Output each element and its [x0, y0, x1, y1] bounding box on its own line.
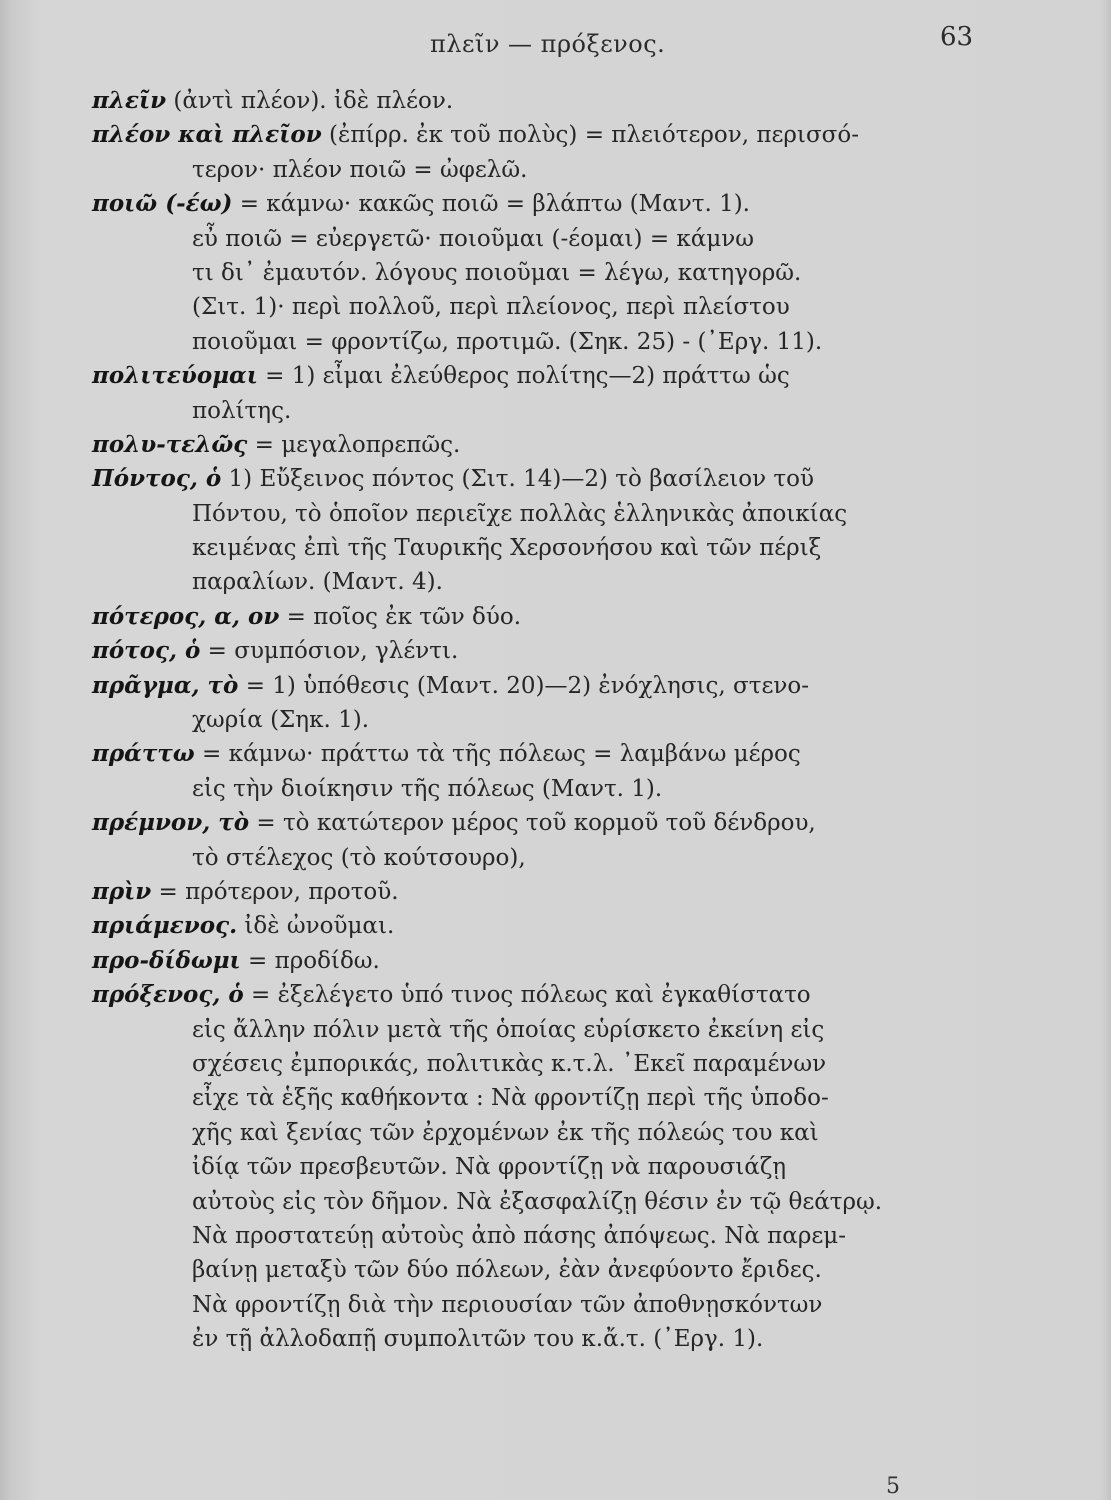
entry-definition-text: χωρία (Σηκ. 1). — [192, 707, 370, 734]
entry-continuation-line — [92, 394, 972, 428]
entry-definition-text: κειμένας ἐπὶ τῆς Ταυρικῆς Χερσονήσου καὶ τῶν πέριξ — [192, 535, 822, 562]
entry-definition-text: (ἐπίρρ. ἐκ τοῦ πολὺς) = πλειότερον, περισσό- — [321, 122, 859, 149]
entry-definition-text: = μεγαλοπρεπῶς. — [247, 431, 461, 458]
entry-definition-text: = ποῖος ἐκ τῶν δύο. — [279, 603, 522, 630]
entry-definition-text: βαίνῃ μεταξὺ τῶν δύο πόλεων, ἐὰν ἀνεφύοντο ἔριδες. — [192, 1257, 822, 1284]
entry-definition-text: χῆς καὶ ξενίας τῶν ἐρχομένων ἐκ τῆς πόλεώς του καὶ — [192, 1119, 819, 1146]
entry-definition-text: πολίτης. — [192, 397, 292, 424]
entry-continuation-line — [92, 1219, 972, 1253]
entry-lemma: πρᾶγμα, τὸ — [92, 671, 239, 699]
entry-definition-text: εὖ ποιῶ = εὐεργετῶ· ποιοῦμαι (-έομαι) = κάμνω — [192, 225, 755, 252]
entry-definition-text: = προδίδω. — [240, 947, 380, 974]
entry-continuation-line — [92, 222, 972, 256]
entry-definition-text: = τὸ κατώτερον μέρος τοῦ κορμοῦ τοῦ δένδρου, — [249, 810, 816, 837]
entry-lemma: πριάμενος. — [92, 912, 238, 940]
entry-continuation-line — [92, 1253, 972, 1287]
entry-lemma: πρέμνον, τὸ — [92, 809, 250, 837]
entry-continuation-line — [92, 703, 972, 737]
entry-first-line — [92, 737, 972, 771]
entry-lemma: πότερος, α, ον — [92, 602, 280, 630]
entry-definition-text: ἐν τῇ ἀλλοδαπῇ συμπολιτῶν του κ.ἄ.τ. (᾿Εργ. 1). — [192, 1326, 764, 1353]
entry-definition-text: ποιοῦμαι = φροντίζω, προτιμῶ. (Σηκ. 25) - (᾿Εργ. 11). — [192, 328, 823, 355]
entry-continuation-line — [92, 565, 972, 599]
glossary-entry — [92, 978, 972, 1356]
entry-definition-text: = 1) εἶμαι ἐλεύθερος πολίτης—2) πράττω ὡς — [257, 363, 790, 390]
entry-continuation-line — [92, 290, 972, 324]
entry-definition-text: 1) Εὔξεινος πόντος (Σιτ. 14)—2) τὸ βασίλειον τοῦ — [221, 466, 814, 493]
entry-lemma: πολιτεύομαι — [92, 362, 258, 390]
glossary-entry — [92, 806, 972, 875]
entry-definition-text: παραλίων. (Μαντ. 4). — [192, 569, 443, 596]
entry-first-line — [92, 118, 972, 152]
page-header — [0, 22, 1111, 62]
glossary-entry — [92, 84, 972, 118]
entry-continuation-line — [92, 153, 972, 187]
signature-mark: 5 — [886, 1474, 900, 1499]
glossary-entry — [92, 875, 972, 909]
entry-first-line — [92, 428, 972, 462]
entry-definition-text: εἰς ἄλλην πόλιν μετὰ τῆς ὁποίας εὑρίσκετο ἐκείνη εἰς — [192, 1016, 825, 1043]
glossary-entry — [92, 187, 972, 359]
entry-continuation-line — [92, 1081, 972, 1115]
entry-continuation-line — [92, 256, 972, 290]
entry-definition-text: σχέσεις ἐμπορικάς, πολιτικὰς κ.τ.λ. ᾿Εκεῖ παραμένων — [192, 1050, 827, 1077]
entry-lemma: πρόξενος, ὁ — [92, 981, 244, 1009]
entry-definition-text: = κάμνω· πράττω τὰ τῆς πόλεως = λαμβάνω μέρος — [194, 741, 801, 768]
entry-definition-text: τὸ στέλεχος (τὸ κούτσουρο), — [192, 844, 526, 871]
entry-first-line — [92, 978, 972, 1012]
entry-definition-text: Πόντου, τὸ ὁποῖον περιεῖχε πολλὰς ἑλληνικὰς ἀποικίας — [192, 500, 848, 527]
entry-lemma: πλεῖν — [92, 87, 167, 114]
entry-continuation-line — [92, 841, 972, 875]
glossary-entry — [92, 462, 972, 600]
entry-first-line — [92, 909, 972, 943]
glossary-entry — [92, 359, 972, 428]
entry-definition-text: ἰδὲ ὠνοῦμαι. — [237, 913, 395, 940]
entry-first-line — [92, 462, 972, 496]
entry-definition-text: = συμπόσιον, γλέντι. — [200, 638, 459, 665]
page-number: 63 — [940, 22, 974, 52]
entry-definition-text: τι δι᾽ ἐμαυτόν. λόγους ποιοῦμαι = λέγω, κατηγορῶ. — [192, 259, 802, 286]
entry-continuation-line — [92, 325, 972, 359]
entry-continuation-line — [92, 1288, 972, 1322]
glossary-entry — [92, 118, 972, 187]
entry-first-line — [92, 187, 972, 221]
entry-continuation-line — [92, 1150, 972, 1184]
entry-definition-text: = κάμνω· κακῶς ποιῶ = βλάπτω (Μαντ. 1). — [232, 191, 750, 218]
entry-lemma: ποιῶ (-έω) — [92, 190, 233, 218]
entry-definition-text: Νὰ φροντίζῃ διὰ τὴν περιουσίαν τῶν ἀποθνῃσκόντων — [192, 1291, 823, 1318]
glossary-entries — [92, 84, 972, 1356]
entry-lemma: Πόντος, ὁ — [92, 465, 222, 493]
entry-continuation-line — [92, 1013, 972, 1047]
entry-definition-text: εἶχε τὰ ἑξῆς καθήκοντα : Νὰ φροντίζῃ περὶ τῆς ὑποδο- — [192, 1085, 829, 1112]
entry-lemma: πρὶν — [92, 877, 152, 905]
entry-lemma: προ-δίδωμι — [92, 946, 241, 974]
glossary-entry — [92, 600, 972, 634]
entry-definition-text: = 1) ὑπόθεσις (Μαντ. 20)—2) ἐνόχλησις, στενο- — [238, 672, 809, 699]
glossary-entry — [92, 428, 972, 462]
entry-continuation-line — [92, 1185, 972, 1219]
glossary-entry — [92, 634, 972, 668]
entry-continuation-line — [92, 497, 972, 531]
entry-first-line — [92, 359, 972, 393]
entry-continuation-line — [92, 531, 972, 565]
entry-definition-text: Νὰ προστατεύῃ αὐτοὺς ἀπὸ πάσης ἀπόψεως. Νὰ παρεμ- — [192, 1222, 846, 1249]
entry-first-line — [92, 669, 972, 703]
entry-first-line — [92, 634, 972, 668]
entry-first-line — [92, 944, 972, 978]
entry-definition-text: = πρότερον, προτοῦ. — [151, 878, 399, 905]
entry-definition-text: (ἀντὶ πλέον). ἰδὲ πλέον. — [166, 88, 454, 114]
running-head: πλεῖν — πρόξενος. — [430, 30, 666, 58]
glossary-entry — [92, 944, 972, 978]
entry-definition-text: εἰς τὴν διοίκησιν τῆς πόλεως (Μαντ. 1). — [192, 775, 663, 802]
entry-definition-text: = ἐξελέγετο ὑπό τινος πόλεως καὶ ἐγκαθίστατο — [243, 982, 811, 1009]
entry-first-line — [92, 875, 972, 909]
entry-first-line — [92, 84, 972, 118]
entry-lemma: πολυ-τελῶς — [92, 430, 248, 458]
glossary-entry — [92, 669, 972, 738]
entry-first-line — [92, 600, 972, 634]
entry-continuation-line — [92, 1322, 972, 1356]
entry-first-line — [92, 806, 972, 840]
entry-lemma: πλέον καὶ πλεῖον — [92, 121, 322, 149]
entry-continuation-line — [92, 1116, 972, 1150]
entry-continuation-line — [92, 772, 972, 806]
entry-continuation-line — [92, 1047, 972, 1081]
glossary-entry — [92, 737, 972, 806]
entry-definition-text: ἰδίᾳ τῶν πρεσβευτῶν. Νὰ φροντίζῃ νὰ παρουσιάζῃ — [192, 1154, 787, 1181]
entry-definition-text: (Σιτ. 1)· περὶ πολλοῦ, περὶ πλείονος, περὶ πλείστου — [192, 294, 790, 321]
entry-lemma: πότος, ὁ — [92, 637, 201, 665]
entry-definition-text: αὐτοὺς εἰς τὸν δῆμον. Νὰ ἐξασφαλίζῃ θέσιν ἐν τῷ θεάτρῳ. — [192, 1188, 883, 1215]
entry-definition-text: τερον· πλέον ποιῶ = ὠφελῶ. — [192, 156, 528, 183]
glossary-entry — [92, 909, 972, 943]
entry-lemma: πράττω — [92, 740, 195, 768]
